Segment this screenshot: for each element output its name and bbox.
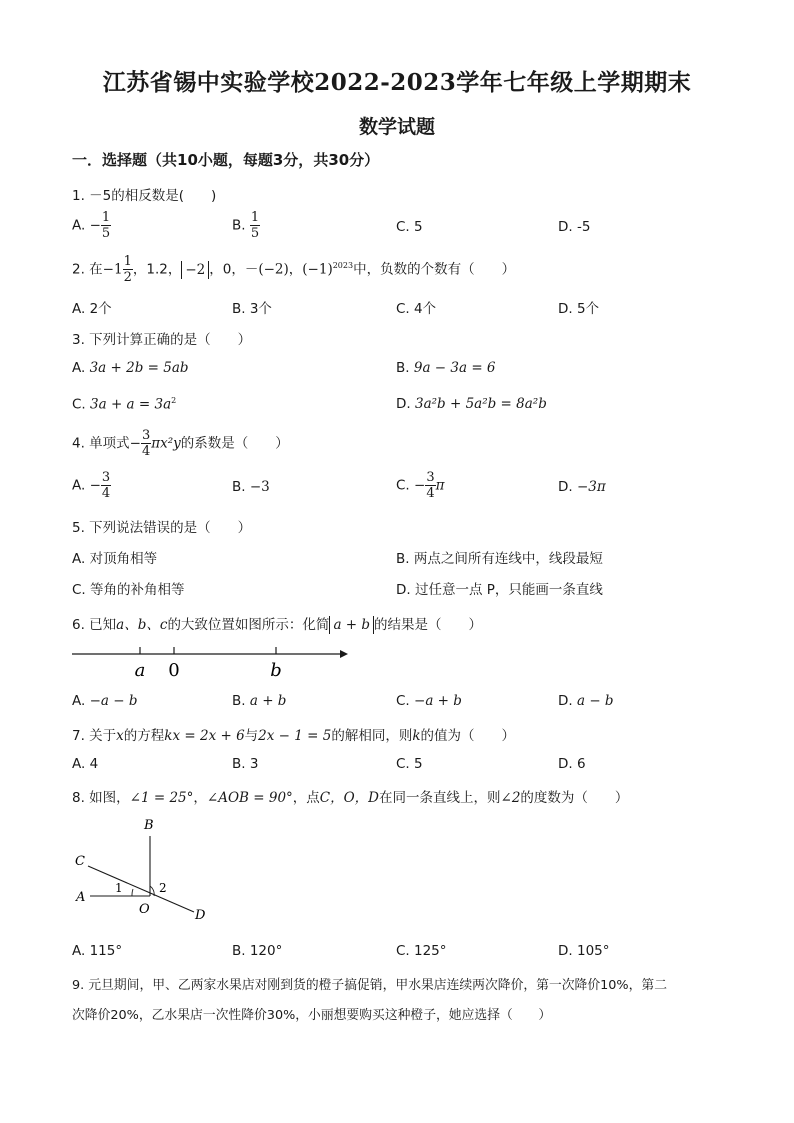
question-4-stem: 4. 单项式− $\frac{3}{4}$ πx²y的系数是（ ） — [72, 428, 289, 459]
question-9-line-1: 9. 元旦期间，甲、乙两家水果店对刚到货的橙子搞促销，甲水果店连续两次降价，第一次降价10%，第二 — [72, 978, 667, 993]
question-4-option-d: D. −3π — [558, 479, 606, 495]
question-4-option-c: C. − $\frac{3}{4}$ π — [396, 470, 445, 501]
question-5-option-b: B. 两点之间所有连线中，线段最短 — [396, 551, 603, 567]
question-2-option-c: C. 4个 — [396, 301, 437, 317]
point-o-label: O — [139, 902, 150, 917]
question-3-option-a: A. 3a + 2b = 5ab — [72, 360, 189, 376]
question-5-option-c: C. 等角的补角相等 — [72, 582, 185, 598]
question-1-option-a: A. − $\frac{1}{5}$ — [72, 210, 111, 241]
question-8-option-b: B. 120° — [232, 943, 283, 959]
question-7-stem: 7. 关于x的方程kx = 2x + 6与2x − 1 = 5的解相同，则k的值为（ ） — [72, 728, 516, 744]
question-3-option-c: C. $3a + a = 3a^2$ — [72, 396, 177, 413]
question-6-option-b: B. a + b — [232, 693, 287, 709]
angle-1-label: 1 — [115, 881, 123, 895]
question-2-option-d: D. 5个 — [558, 301, 600, 317]
question-8-option-c: C. 125° — [396, 943, 447, 959]
question-5-option-a: A. 对顶角相等 — [72, 551, 158, 567]
question-7-option-a: A. 4 — [72, 756, 99, 772]
question-2-option-b: B. 3个 — [232, 301, 272, 317]
question-2-stem: 2. 在−1 $\frac{1}{2}$ ，1.2， −2 ，0，－(−2)，$(-1)^{2023}$中，负数的个数有（ ） — [72, 254, 516, 285]
point-b-label: B — [144, 818, 154, 833]
question-1-option-c: C. 5 — [396, 219, 423, 235]
question-3-option-b: B. 9a − 3a = 6 — [396, 360, 496, 376]
page-title: 江苏省锡中实验学校2022-2023学年七年级上学期期末 — [102, 69, 692, 96]
number-line-arrow-icon — [340, 650, 348, 658]
point-d-label: D — [195, 908, 206, 923]
question-6-option-c: C. −a + b — [396, 693, 462, 709]
question-5-stem: 5. 下列说法错误的是（ ） — [72, 520, 252, 536]
label-a: a — [134, 660, 146, 681]
question-1-option-b: B. $\frac{1}{5}$ — [232, 210, 260, 241]
question-2-option-a: A. 2个 — [72, 301, 112, 317]
angle-2-label: 2 — [159, 881, 167, 895]
question-7-option-b: B. 3 — [232, 756, 259, 772]
question-1-stem: 1. －5的相反数是( ) — [72, 188, 217, 204]
question-8-option-d: D. 105° — [558, 943, 610, 959]
number-line-figure — [68, 640, 358, 682]
question-3-stem: 3. 下列计算正确的是（ ） — [72, 332, 252, 348]
question-5-option-d: D. 过任意一点 P，只能画一条直线 — [396, 582, 603, 598]
angle-1-arc — [132, 889, 133, 896]
label-b: b — [270, 660, 282, 681]
question-1-option-d: D. -5 — [558, 219, 591, 235]
question-7-option-d: D. 6 — [558, 756, 586, 772]
question-6-stem: 6. 已知a、b、c的大致位置如图所示：化简 a + b 的结果是（ ） — [72, 617, 483, 633]
question-8-option-a: A. 115° — [72, 943, 123, 959]
angle-figure — [68, 812, 218, 928]
question-3-option-d: D. 3a²b + 5a²b = 8a²b — [396, 396, 547, 412]
question-6-option-a: A. −a − b — [72, 693, 138, 709]
label-zero: 0 — [168, 660, 180, 681]
question-6-option-d: D. a − b — [558, 693, 614, 709]
question-4-option-b: B. −3 — [232, 479, 270, 495]
question-9-line-2: 次降价20%，乙水果店一次性降价30%，小丽想要购买这种橙子，她应选择（ ） — [72, 1008, 552, 1023]
question-7-option-c: C. 5 — [396, 756, 423, 772]
page-subtitle: 数学试题 — [358, 116, 435, 138]
question-4-option-a: A. − $\frac{3}{4}$ — [72, 470, 111, 501]
point-a-label: A — [76, 890, 86, 905]
point-c-label: C — [75, 854, 85, 869]
question-8-stem: 8. 如图，∠1 = 25°，∠AOB = 90°，点C，O，D在同一条直线上，则∠2的度数为（ ） — [72, 790, 629, 806]
section-heading: 一．选择题（共10小题，每题3分，共30分） — [72, 151, 380, 169]
